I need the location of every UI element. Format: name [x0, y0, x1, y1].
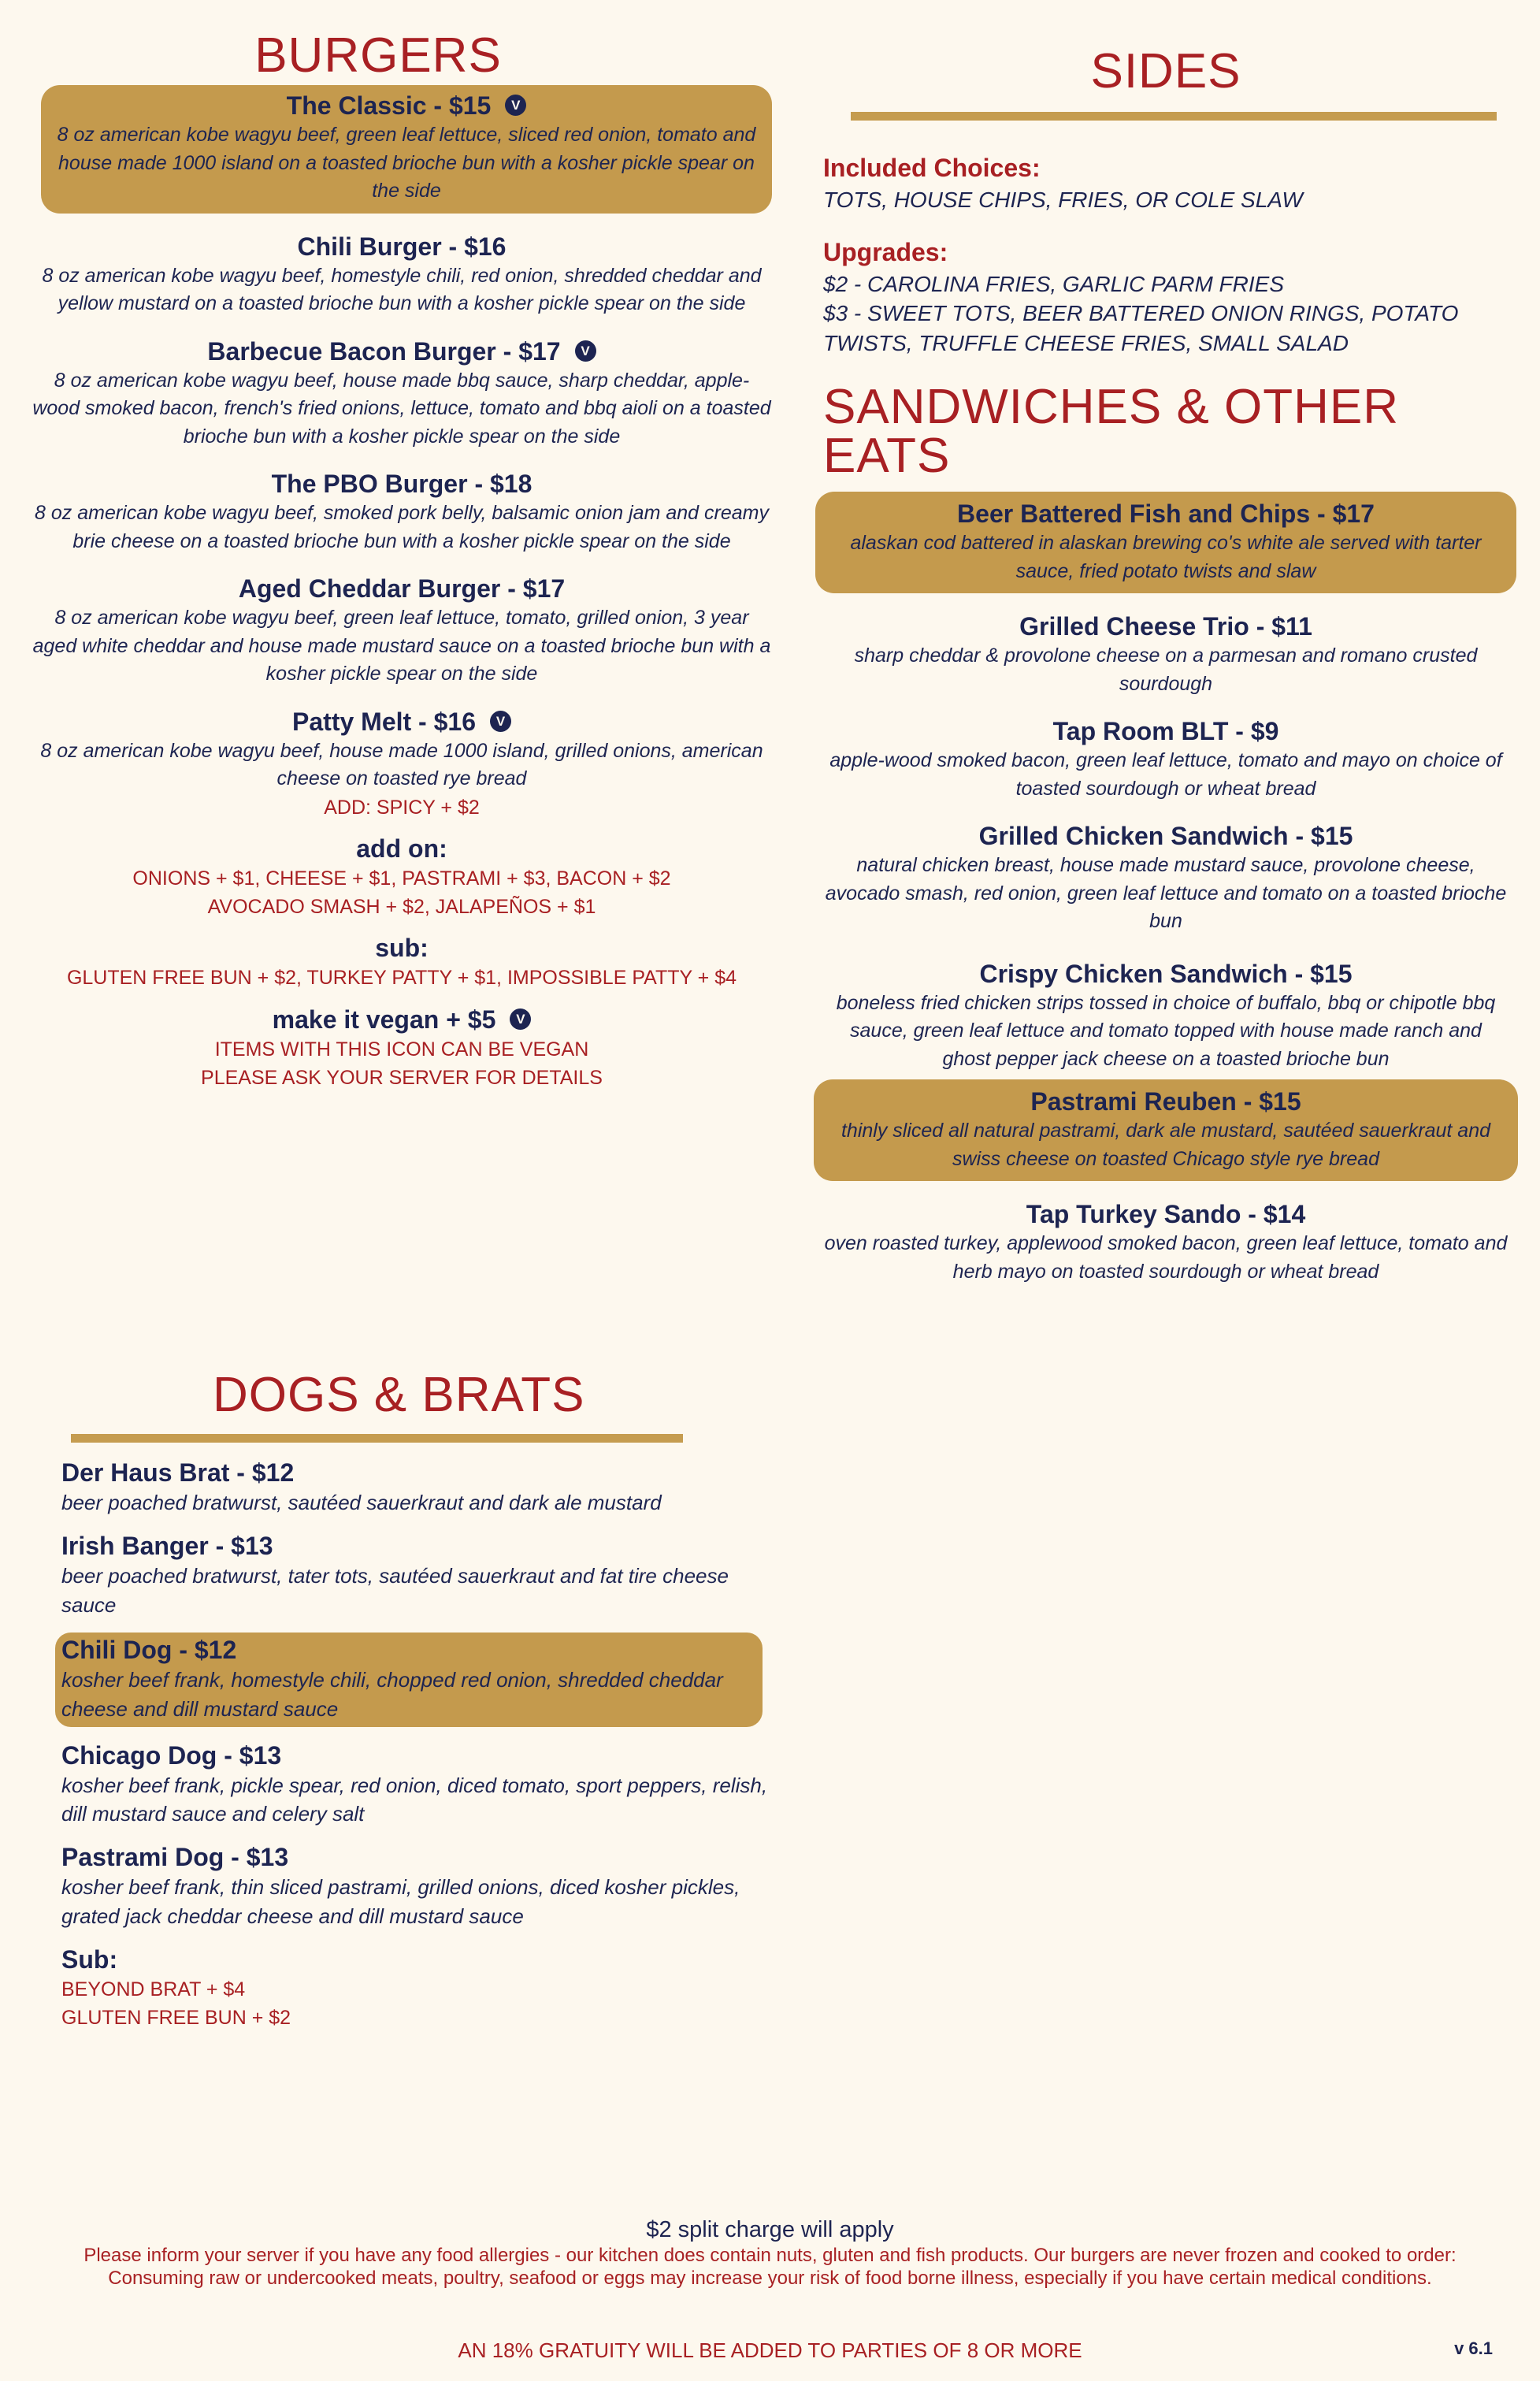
- included-text: TOTS, HOUSE CHIPS, FRIES, OR COLE SLAW: [823, 187, 1303, 212]
- sides-title: SIDES: [1090, 44, 1241, 98]
- item-name: The PBO Burger - $18: [271, 470, 533, 498]
- sides-divider: [851, 112, 1497, 121]
- menu-item-patty-melt: [32, 706, 772, 822]
- split-charge-note: $2 split charge will apply: [646, 2217, 894, 2242]
- menu-item-barbecue-bacon-burger: [32, 336, 772, 451]
- item-name: Grilled Chicken Sandwich - $15: [978, 822, 1353, 851]
- item-desc: kosher beef frank, thin sliced pastrami, grilled onions, diced kosher pickles, grated jack cheddar cheese and dill mustard sauce: [61, 1875, 740, 1929]
- upgrade-line: $2 - CAROLINA FRIES, GARLIC PARM FRIES: [823, 271, 1285, 296]
- dogs-sub-line: BEYOND BRAT + $4: [61, 1978, 246, 2001]
- menu-item-pbo-burger: [32, 468, 772, 555]
- item-desc: beer poached bratwurst, sautéed sauerkraut and dark ale mustard: [61, 1491, 662, 1514]
- item-extra: ADD: SPICY + $2: [324, 796, 480, 819]
- item-name: Tap Room BLT - $9: [1052, 717, 1279, 746]
- item-desc: alaskan cod battered in alaskan brewing co's white ale served with tarter sauce, fried potato twists and slaw: [850, 532, 1482, 582]
- menu-item-pastrami-reuben: [814, 1079, 1518, 1181]
- item-desc: natural chicken breast, house made mustard sauce, provolone cheese, avocado smash, red onion, green leaf lettuce and tomato on a toasted brioche bun: [825, 854, 1507, 933]
- burgers-title: BURGERS: [254, 28, 502, 83]
- dogs-sub-title: Sub:: [61, 1945, 118, 1974]
- sub-line: GLUTEN FREE BUN + $2, TURKEY PATTY + $1, IMPOSSIBLE PATTY + $4: [66, 967, 737, 990]
- menu-item-chicago-dog: [55, 1740, 788, 1829]
- menu-item-chili-burger: [32, 231, 772, 318]
- menu-item-pastrami-dog: [55, 1841, 788, 1931]
- menu-item-irish-banger: [55, 1530, 788, 1620]
- item-desc: 8 oz american kobe wagyu beef, green leaf lettuce, tomato, grilled onion, 3 year aged white cheddar and house made mustard sauce on a toasted brioche bun with a kosher pickle spear on the side: [32, 607, 771, 685]
- item-name: Pastrami Reuben - $15: [1030, 1087, 1301, 1116]
- menu-item-tap-room-blt: [823, 715, 1508, 803]
- sandwiches-title: SANDWICHES & OTHER EATS: [823, 380, 1400, 484]
- item-name: Crispy Chicken Sandwich - $15: [979, 959, 1353, 988]
- item-name: Der Haus Brat - $12: [61, 1458, 295, 1487]
- vegan-line: ITEMS WITH THIS ICON CAN BE VEGAN: [214, 1038, 589, 1060]
- addon-title: add on:: [356, 834, 447, 863]
- item-name: Chicago Dog - $13: [61, 1740, 282, 1770]
- right-column: [823, 39, 1508, 1303]
- dogs-title: DOGS & BRATS: [213, 1368, 585, 1422]
- footer: [0, 2216, 1540, 2290]
- dogs-sub-line: GLUTEN FREE BUN + $2: [61, 2007, 291, 2030]
- addon-block: [32, 833, 772, 922]
- item-name: Irish Banger - $13: [61, 1531, 273, 1560]
- item-desc: 8 oz american kobe wagyu beef, homestyle chili, red onion, shredded cheddar and yellow mustard on a toasted brioche bun with a kosher pickle spear on the side: [42, 264, 762, 314]
- item-desc: kosher beef frank, pickle spear, red onion, diced tomato, sport peppers, relish, dill mustard sauce and celery salt: [61, 1773, 768, 1826]
- vegan-icon: V: [575, 340, 596, 362]
- vegan-icon: V: [490, 711, 511, 732]
- gratuity-note: AN 18% GRATUITY WILL BE ADDED TO PARTIES OF 8 OR MORE: [458, 2338, 1082, 2362]
- vegan-block: [32, 1004, 772, 1093]
- vegan-icon: V: [505, 95, 526, 116]
- addon-line: ONIONS + $1, CHEESE + $1, PASTRAMI + $3, BACON + $2: [132, 867, 671, 890]
- item-desc: beer poached bratwurst, tater tots, sautéed sauerkraut and fat tire cheese sauce: [61, 1563, 729, 1617]
- dogs-divider: [71, 1434, 683, 1443]
- vegan-line: PLEASE ASK YOUR SERVER FOR DETAILS: [201, 1066, 603, 1089]
- raw-food-warning: Consuming raw or undercooked meats, poultry, seafood or eggs may increase your risk of food borne illness, especially if you have certain medical conditions.: [108, 2268, 1432, 2290]
- item-desc: sharp cheddar & provolone cheese on a parmesan and romano crusted sourdough: [854, 644, 1478, 695]
- item-name: Aged Cheddar Burger - $17: [238, 574, 566, 603]
- menu-item-fish-and-chips: [815, 492, 1516, 593]
- item-desc: 8 oz american kobe wagyu beef, green leaf lettuce, sliced red onion, tomato and house made 1000 island on a toasted brioche bun with a kosher pickle spear on the side: [57, 124, 756, 202]
- dogs-sub-block: [55, 1944, 788, 2033]
- menu-item-chili-dog: [55, 1633, 763, 1727]
- burgers-section: [32, 28, 772, 1109]
- item-name: Beer Battered Fish and Chips - $17: [957, 500, 1375, 529]
- allergy-note: Please inform your server if you have any food allergies - our kitchen does contain nuts, gluten and fish products. Our burgers are never frozen and cooked to order:: [83, 2244, 1457, 2266]
- item-desc: apple-wood smoked bacon, green leaf lettuce, tomato and mayo on choice of toasted sourdough or wheat bread: [829, 749, 1502, 800]
- vegan-title: make it vegan + $5: [272, 1005, 496, 1034]
- vegan-icon: V: [510, 1008, 531, 1030]
- item-name: Barbecue Bacon Burger - $17: [207, 336, 561, 366]
- upgrade-line: $3 - SWEET TOTS, BEER BATTERED ONION RINGS, POTATO TWISTS, TRUFFLE CHEESE FRIES, SMALL SALAD: [823, 301, 1459, 355]
- sides-block: [823, 152, 1508, 358]
- item-name: Patty Melt - $16: [292, 707, 476, 736]
- item-desc: thinly sliced all natural pastrami, dark ale mustard, sautéed sauerkraut and swiss cheese on toasted Chicago style rye bread: [841, 1120, 1491, 1170]
- menu-item-grilled-cheese-trio: [823, 611, 1508, 698]
- menu-item-der-haus-brat: [55, 1457, 788, 1517]
- sub-title: sub:: [375, 934, 429, 963]
- item-desc: boneless fried chicken strips tossed in choice of buffalo, bbq or chipotle bbq sauce, green leaf lettuce and tomato topped with house made ranch and ghost pepper jack cheese on a toasted brioche bun: [836, 991, 1496, 1070]
- item-desc: kosher beef frank, homestyle chili, chopped red onion, shredded cheddar cheese and dill mustard sauce: [61, 1667, 723, 1721]
- item-name: Tap Turkey Sando - $14: [1026, 1200, 1306, 1229]
- item-name: Chili Dog - $12: [61, 1635, 237, 1664]
- menu-item-the-classic: [41, 85, 772, 214]
- menu-item-tap-turkey-sando: [823, 1198, 1508, 1286]
- menu-item-crispy-chicken-sandwich: [823, 958, 1508, 1074]
- item-name: The Classic - $15: [286, 91, 492, 120]
- item-name: Chili Burger - $16: [297, 232, 507, 261]
- menu-item-aged-cheddar-burger: [32, 573, 772, 689]
- menu-item-grilled-chicken-sandwich: [823, 820, 1508, 936]
- item-name: Pastrami Dog - $13: [61, 1843, 289, 1872]
- upgrades-label: Upgrades:: [823, 238, 948, 267]
- item-desc: 8 oz american kobe wagyu beef, house made bbq sauce, sharp cheddar, apple-wood smoked bacon, french's fried onions, lettuce, tomato and bbq aioli on a toasted brioche bun with a kosher pickle spear on the side: [32, 369, 771, 448]
- sub-block: [32, 932, 772, 992]
- dogs-section: [55, 1368, 788, 2045]
- item-desc: oven roasted turkey, applewood smoked bacon, green leaf lettuce, tomato and herb mayo on toasted sourdough or wheat bread: [824, 1232, 1508, 1283]
- included-label: Included Choices:: [823, 154, 1041, 182]
- item-desc: 8 oz american kobe wagyu beef, smoked pork belly, balsamic onion jam and creamy brie cheese on a toasted brioche bun with a kosher pickle spear on the side: [35, 502, 769, 552]
- addon-line: AVOCADO SMASH + $2, JALAPEÑOS + $1: [207, 896, 596, 918]
- item-desc: 8 oz american kobe wagyu beef, house made 1000 island, grilled onions, american cheese on toasted rye bread: [40, 739, 763, 789]
- item-name: Grilled Cheese Trio - $11: [1019, 612, 1312, 641]
- version-label: v 6.1: [1454, 2338, 1493, 2358]
